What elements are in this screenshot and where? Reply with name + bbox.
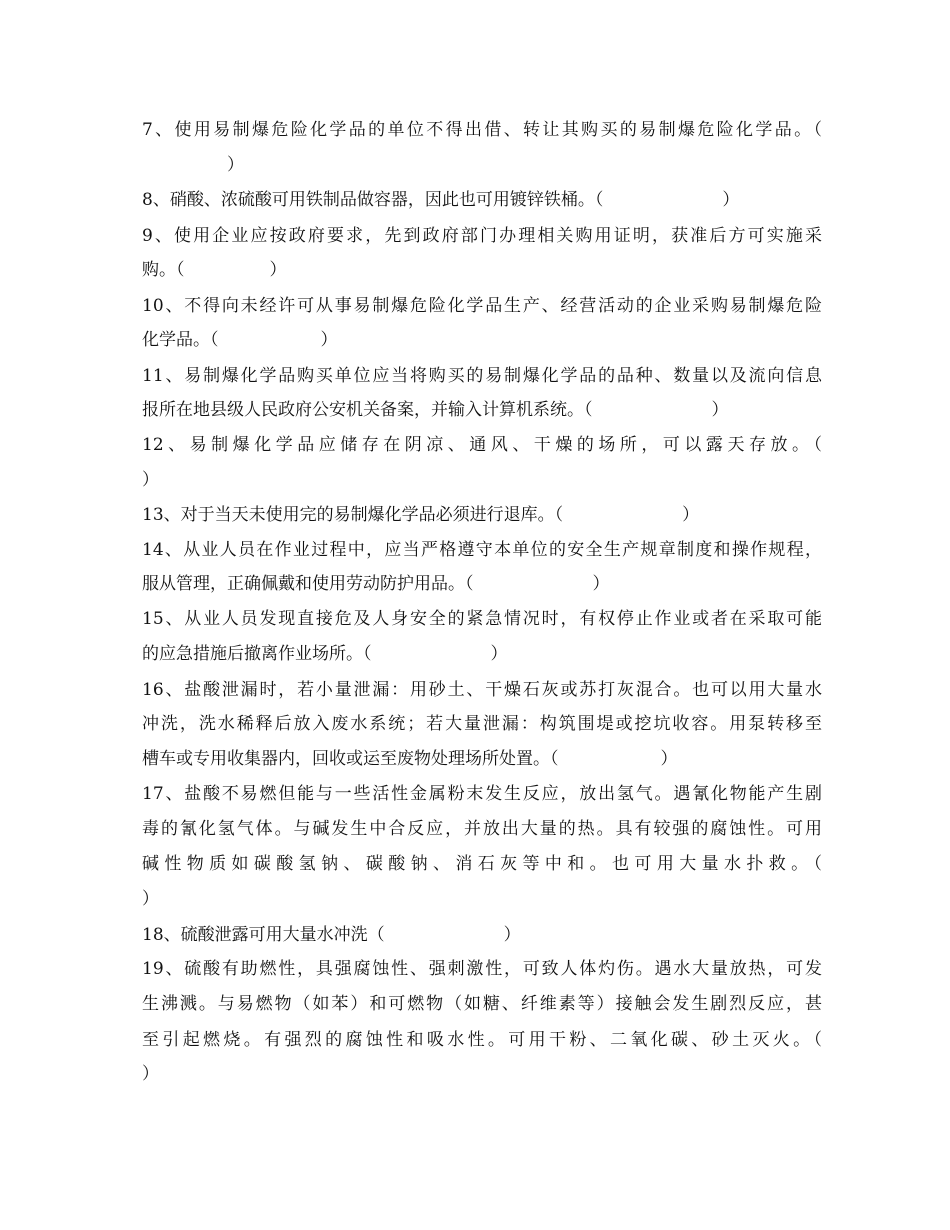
question-15-line-2: 的应急措施后撤离作业场所。（ ）	[142, 644, 508, 664]
question-17-line-4: ）	[142, 889, 159, 909]
question-15-line-1: 15、从业人员发现直接危及人身安全的紧急情况时，有权停止作业或者在采取可能	[142, 609, 822, 629]
question-19-line-1: 19、硫酸有助燃性，具强腐蚀性、强刺激性，可致人体灼伤。遇水大量放热，可发	[142, 959, 822, 979]
question-11-line-2: 报所在地县级人民政府公安机关备案，并输入计算机系统。（ ）	[142, 400, 729, 420]
question-10-line-1: 10、不得向未经许可从事易制爆危险化学品生产、经营活动的企业采购易制爆危险	[142, 296, 822, 316]
question-17-line-3: 碱性物质如碳酸氢钠、碳酸钠、消石灰等中和。也可用大量水扑救。（	[142, 854, 822, 874]
question-16-line-3: 槽车或专用收集器内，回收或运至废物处理场所处置。（ ）	[142, 749, 678, 769]
question-16-line-2: 冲洗，洗水稀释后放入废水系统；若大量泄漏：构筑围堤或挖坑收容。用泵转移至	[142, 714, 822, 734]
question-19-line-3: 至引起燃烧。有强烈的腐蚀性和吸水性。可用干粉、二氧化碳、砂土灭火。（	[142, 1030, 822, 1050]
question-10-line-2: 化学品。（ ）	[142, 330, 338, 350]
question-14-line-1: 14、从业人员在作业过程中，应当严格遵守本单位的安全生产规章制度和操作规程，	[142, 540, 822, 560]
question-13-line-1: 13、对于当天未使用完的易制爆化学品必须进行退库。（ ）	[142, 505, 700, 525]
question-16-line-1: 16、盐酸泄漏时，若小量泄漏：用砂土、干燥石灰或苏打灰混合。也可以用大量水	[142, 680, 822, 700]
question-17-line-1: 17、盐酸不易燃但能与一些活性金属粉末发生反应，放出氢气。遇氰化物能产生剧	[142, 784, 822, 804]
question-7-line-2: ）	[142, 155, 244, 175]
question-9-line-2: 购。（ ）	[142, 260, 287, 280]
question-8-line-1: 8、硝酸、浓硫酸可用铁制品做容器，因此也可用镀锌铁桶。（ ）	[142, 190, 740, 210]
question-19-line-2: 生沸溅。与易燃物（如苯）和可燃物（如糖、纤维素等）接触会发生剧烈反应，甚	[142, 994, 822, 1014]
question-11-line-1: 11、易制爆化学品购买单位应当将购买的易制爆化学品的品种、数量以及流向信息	[142, 366, 822, 386]
question-18-line-1: 18、硫酸泄露可用大量水冲洗（ ）	[142, 925, 521, 945]
question-12-line-1: 12、易制爆化学品应储存在阴凉、通风、干燥的场所，可以露天存放。（	[142, 435, 822, 455]
question-14-line-2: 服从管理，正确佩戴和使用劳动防护用品。（ ）	[142, 574, 610, 594]
question-7-line-1: 7、使用易制爆危险化学品的单位不得出借、转让其购买的易制爆危险化学品。（	[142, 120, 822, 140]
question-19-line-4: ）	[142, 1064, 159, 1084]
question-17-line-2: 毒的氰化氢气体。与碱发生中合反应，并放出大量的热。具有较强的腐蚀性。可用	[142, 819, 822, 839]
question-9-line-1: 9、使用企业应按政府要求，先到政府部门办理相关购用证明，获准后方可实施采	[142, 226, 822, 246]
question-12-line-2: ）	[142, 470, 159, 490]
